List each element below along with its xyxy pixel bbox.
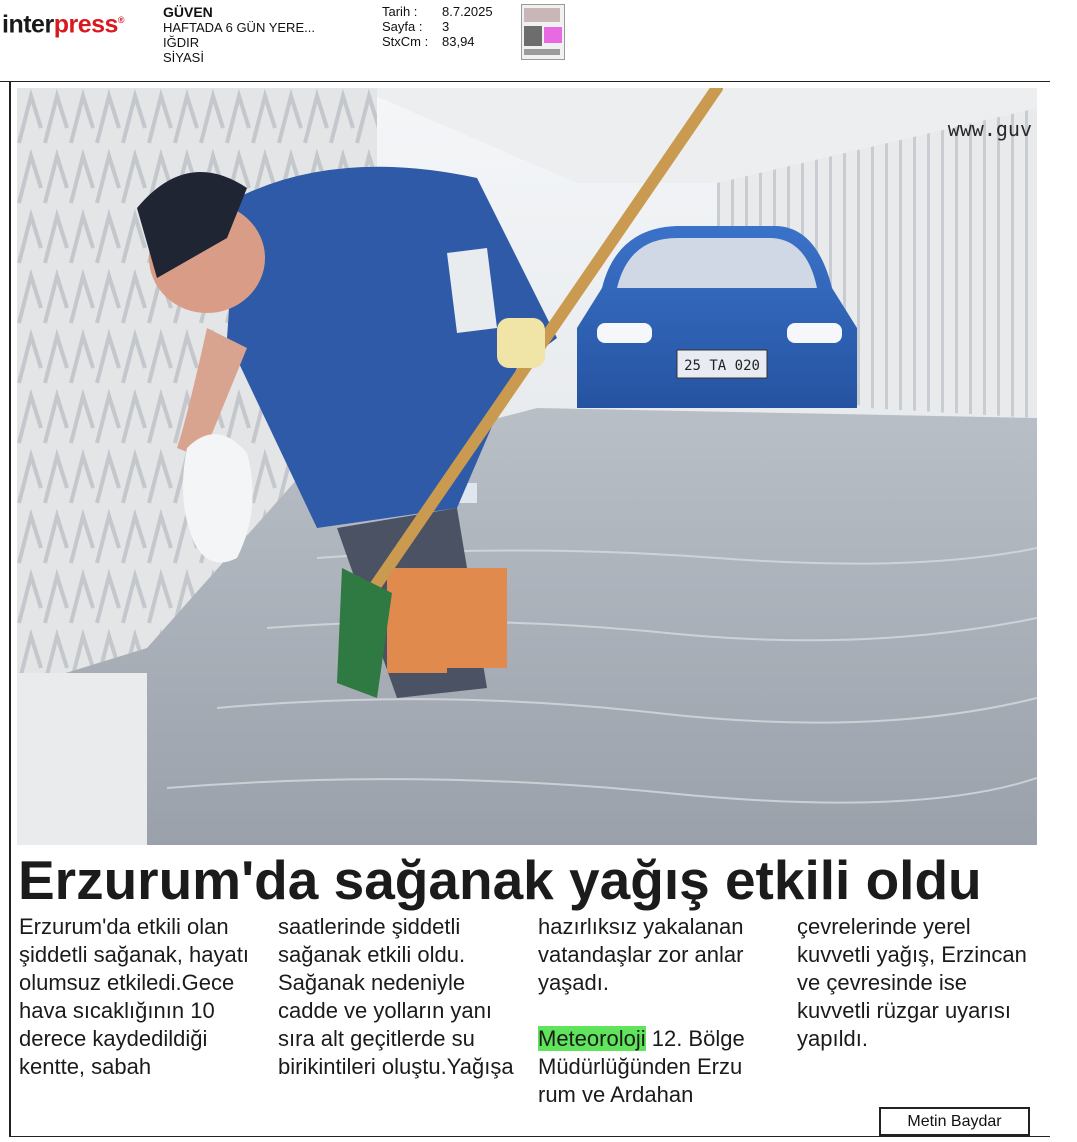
bottom-border-line <box>9 1136 1050 1137</box>
publication-info <box>163 5 315 65</box>
highlighted-keyword: Meteoroloji <box>538 1026 646 1051</box>
page-thumbnail[interactable] <box>521 4 565 60</box>
thumbnail-block <box>524 26 542 46</box>
registered-mark: ® <box>117 15 125 25</box>
thumbnail-highlight-block <box>544 27 562 43</box>
logo-text-inter: inter <box>2 10 54 39</box>
meta-date-label: Tarih : <box>382 4 418 19</box>
publication-name: GÜVEN <box>163 4 213 20</box>
article-column-3-text: hazırlıksız yakalanan vatandaşlar zor anlar yaşadı. <box>538 914 744 995</box>
meta-date-value: 8.7.2025 <box>442 4 493 19</box>
police-car <box>577 226 857 408</box>
thumbnail-block <box>524 49 560 55</box>
publication-frequency: HAFTADA 6 GÜN YERE... <box>163 20 315 35</box>
car-plate: 25 TA 020 <box>684 358 760 374</box>
publication-city: IĞDIR <box>163 35 200 50</box>
meta-page-label: Sayfa : <box>382 19 423 34</box>
meta-stxcm-value: 83,94 <box>442 34 475 49</box>
logo-text-press: press <box>53 10 118 39</box>
article-column-4: çevrelerinde yerel kuvvetli yağış, Erzincan ve çevresinde ise kuvvetli rüzgar uyarısı yapıldı. <box>797 914 1027 1051</box>
article-column-3 <box>538 913 778 1135</box>
meta-stxcm-row <box>382 34 493 49</box>
clipping-header <box>0 0 1050 80</box>
interpress-logo <box>2 4 124 40</box>
curb-block <box>17 673 147 845</box>
left-border-line <box>9 82 11 1137</box>
article-column-1: Erzurum'da etkili olan şiddetli sağanak, hayatı olumsuz etkiledi.Gece hava sıcaklığının 10 derece kaydedildiği kentte, sabah <box>19 914 249 1079</box>
meta-page-value: 3 <box>442 19 450 34</box>
meta-stxcm-label: StxCm : <box>382 34 429 49</box>
meta-date-row <box>382 4 493 19</box>
meta-page-row <box>382 19 493 34</box>
publication-category: SİYASİ <box>163 50 204 65</box>
photo-watermark: www.guv <box>947 117 1032 141</box>
article-headline: Erzurum'da sağanak yağış etkili oldu <box>18 849 982 911</box>
article-column-3-continuation: 12. Bölge Müdürlüğünden Erzu rum ve Ardahan <box>538 1026 745 1107</box>
author-byline: Metin Baydar <box>879 1107 1030 1136</box>
news-photo <box>17 88 1037 845</box>
article-column-2: saatlerinde şiddetli sağanak etkili oldu. Sağanak nedeniyle cadde ve yolların yanı sıra alt geçitlerde su birikintileri oluştu.Yağışa <box>278 914 514 1079</box>
thumbnail-block <box>524 8 560 22</box>
header-divider <box>0 81 1050 82</box>
clipping-meta <box>382 4 493 49</box>
